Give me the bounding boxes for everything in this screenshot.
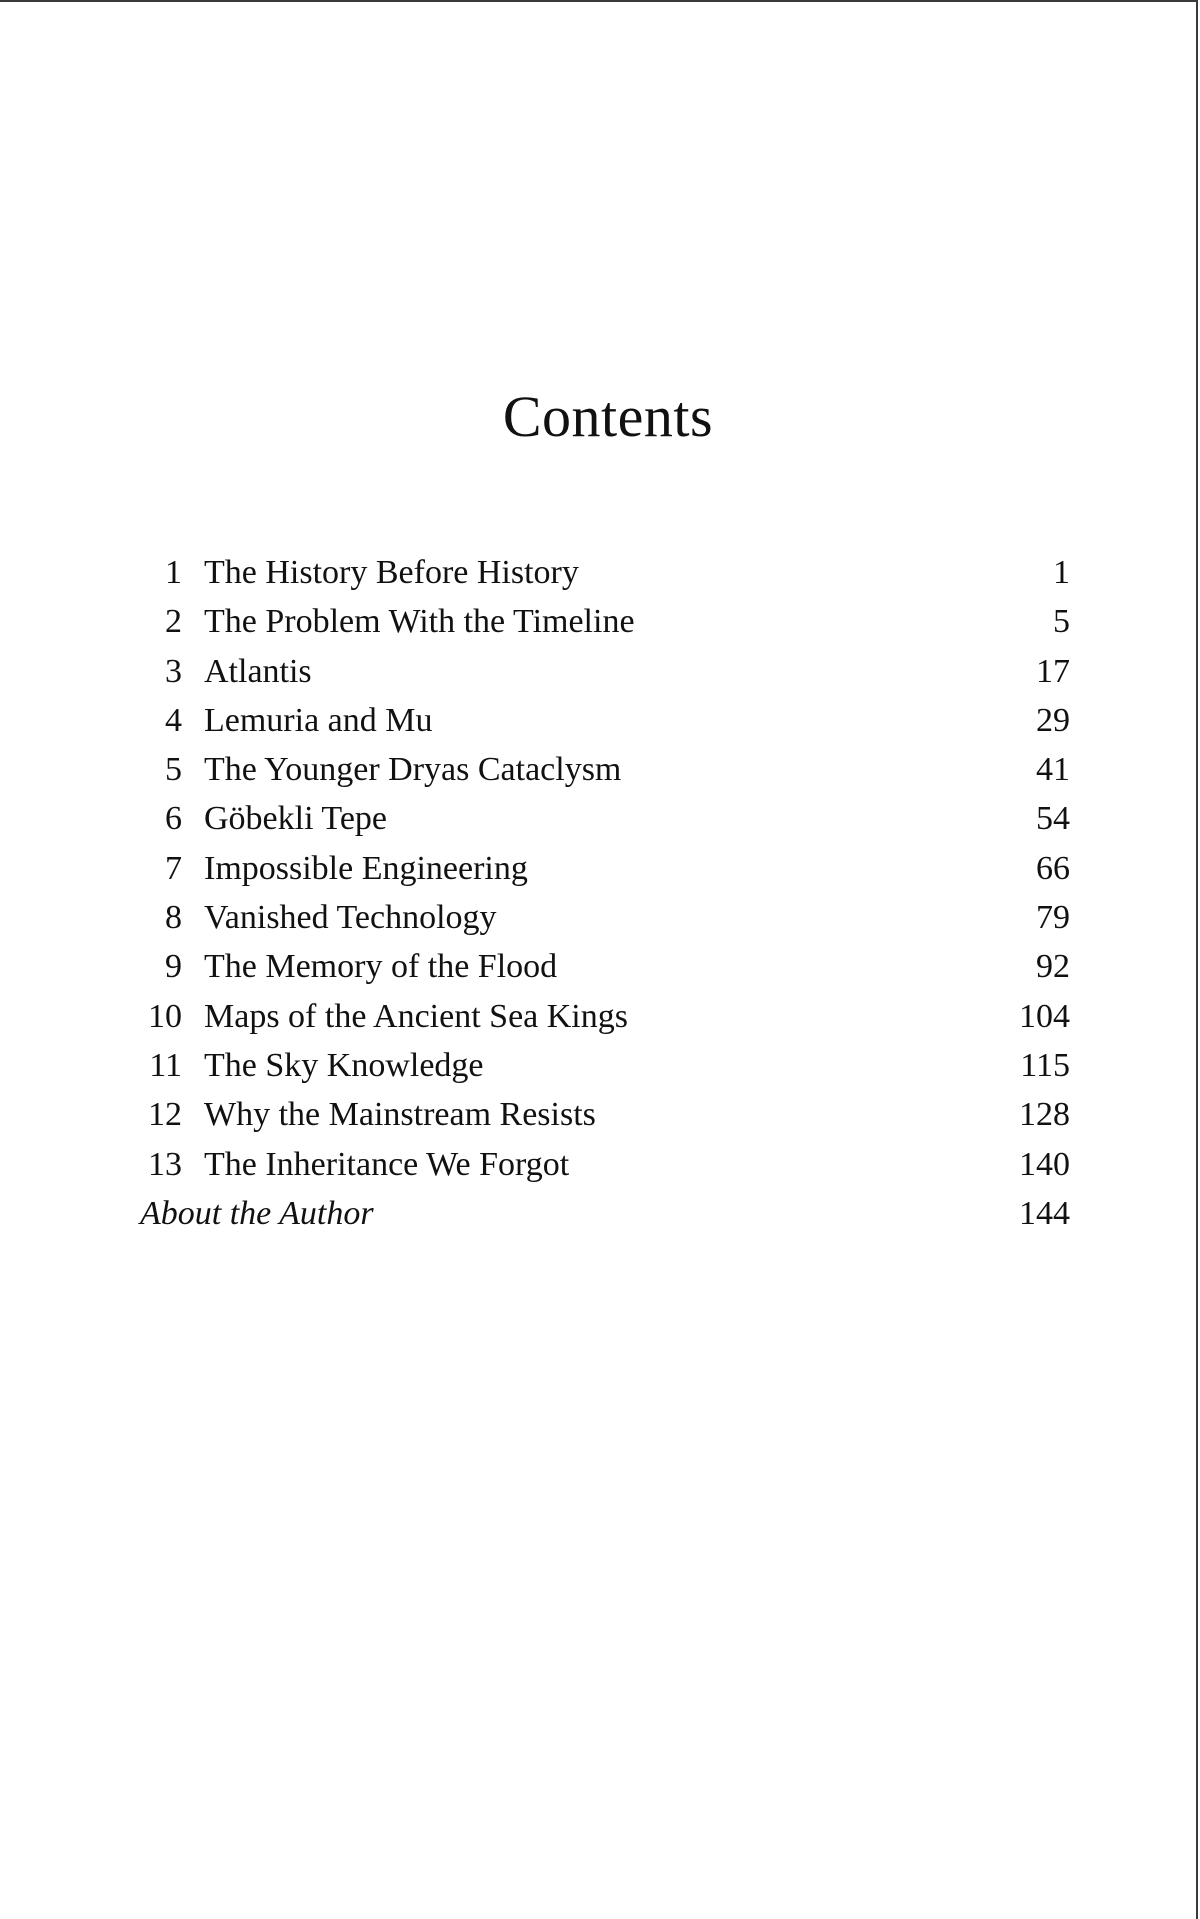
table-of-contents — [140, 548, 1070, 1238]
page-number: 66 — [1036, 849, 1070, 887]
chapter-title: The Sky Knowledge — [204, 1046, 484, 1084]
chapter-number: 10 — [148, 997, 182, 1035]
page-number: 5 — [1053, 603, 1070, 641]
page-number: 115 — [1020, 1046, 1070, 1084]
toc-entry[interactable] — [140, 1041, 1070, 1090]
page-number: 104 — [1019, 997, 1070, 1035]
chapter-number: 2 — [165, 603, 182, 641]
chapter-title: The Inheritance We Forgot — [204, 1145, 570, 1183]
chapter-number: 5 — [165, 751, 182, 789]
page-number: 41 — [1036, 751, 1070, 789]
page-number: 92 — [1036, 948, 1070, 986]
page-number: 144 — [1019, 1194, 1070, 1232]
page-number: 17 — [1036, 652, 1070, 690]
toc-entry[interactable] — [140, 1140, 1070, 1189]
chapter-number: 1 — [165, 554, 182, 591]
chapter-number: 3 — [165, 652, 182, 690]
toc-entry[interactable] — [140, 548, 1070, 597]
chapter-title: Impossible Engineering — [204, 849, 528, 887]
back-matter-title: About the Author — [140, 1194, 374, 1232]
chapter-title: Vanished Technology — [204, 899, 497, 937]
toc-entry[interactable] — [140, 647, 1070, 696]
toc-entry[interactable] — [140, 794, 1070, 843]
page-title: Contents — [502, 384, 714, 449]
chapter-title: Lemuria and Mu — [204, 701, 433, 739]
page-number: 54 — [1036, 800, 1070, 838]
toc-entry[interactable] — [140, 745, 1070, 794]
page-number: 1 — [1053, 554, 1070, 591]
chapter-number: 4 — [165, 701, 182, 739]
chapter-number: 9 — [165, 948, 182, 986]
chapter-title: The History Before History — [204, 554, 579, 591]
chapter-title: The Memory of the Flood — [204, 948, 558, 986]
chapter-number: 11 — [149, 1046, 182, 1084]
toc-entry[interactable] — [140, 844, 1070, 893]
toc-entry[interactable] — [140, 696, 1070, 745]
chapter-title: The Problem With the Timeline — [204, 603, 635, 641]
chapter-title: Maps of the Ancient Sea Kings — [204, 997, 628, 1035]
page-number: 128 — [1019, 1096, 1070, 1134]
toc-entry[interactable] — [140, 597, 1070, 646]
chapter-number: 12 — [148, 1096, 182, 1134]
toc-entry[interactable] — [140, 992, 1070, 1041]
page-top-border — [0, 0, 1198, 2]
chapter-title: The Younger Dryas Cataclysm — [204, 751, 622, 789]
chapter-title: Atlantis — [204, 652, 312, 690]
toc-entry-about-author[interactable] — [140, 1189, 1070, 1238]
chapter-title: Why the Mainstream Resists — [204, 1096, 596, 1134]
page-number: 29 — [1036, 701, 1070, 739]
toc-entry[interactable] — [140, 893, 1070, 942]
chapter-number: 13 — [148, 1145, 182, 1183]
chapter-title: Göbekli Tepe — [204, 800, 387, 838]
page-number: 140 — [1019, 1145, 1070, 1183]
toc-entry[interactable] — [140, 1090, 1070, 1139]
chapter-number: 7 — [165, 849, 182, 887]
page-right-border — [1196, 0, 1198, 1919]
page-number: 79 — [1036, 899, 1070, 937]
chapter-number: 8 — [165, 899, 182, 937]
toc-entry[interactable] — [140, 942, 1070, 991]
chapter-number: 6 — [165, 800, 182, 838]
